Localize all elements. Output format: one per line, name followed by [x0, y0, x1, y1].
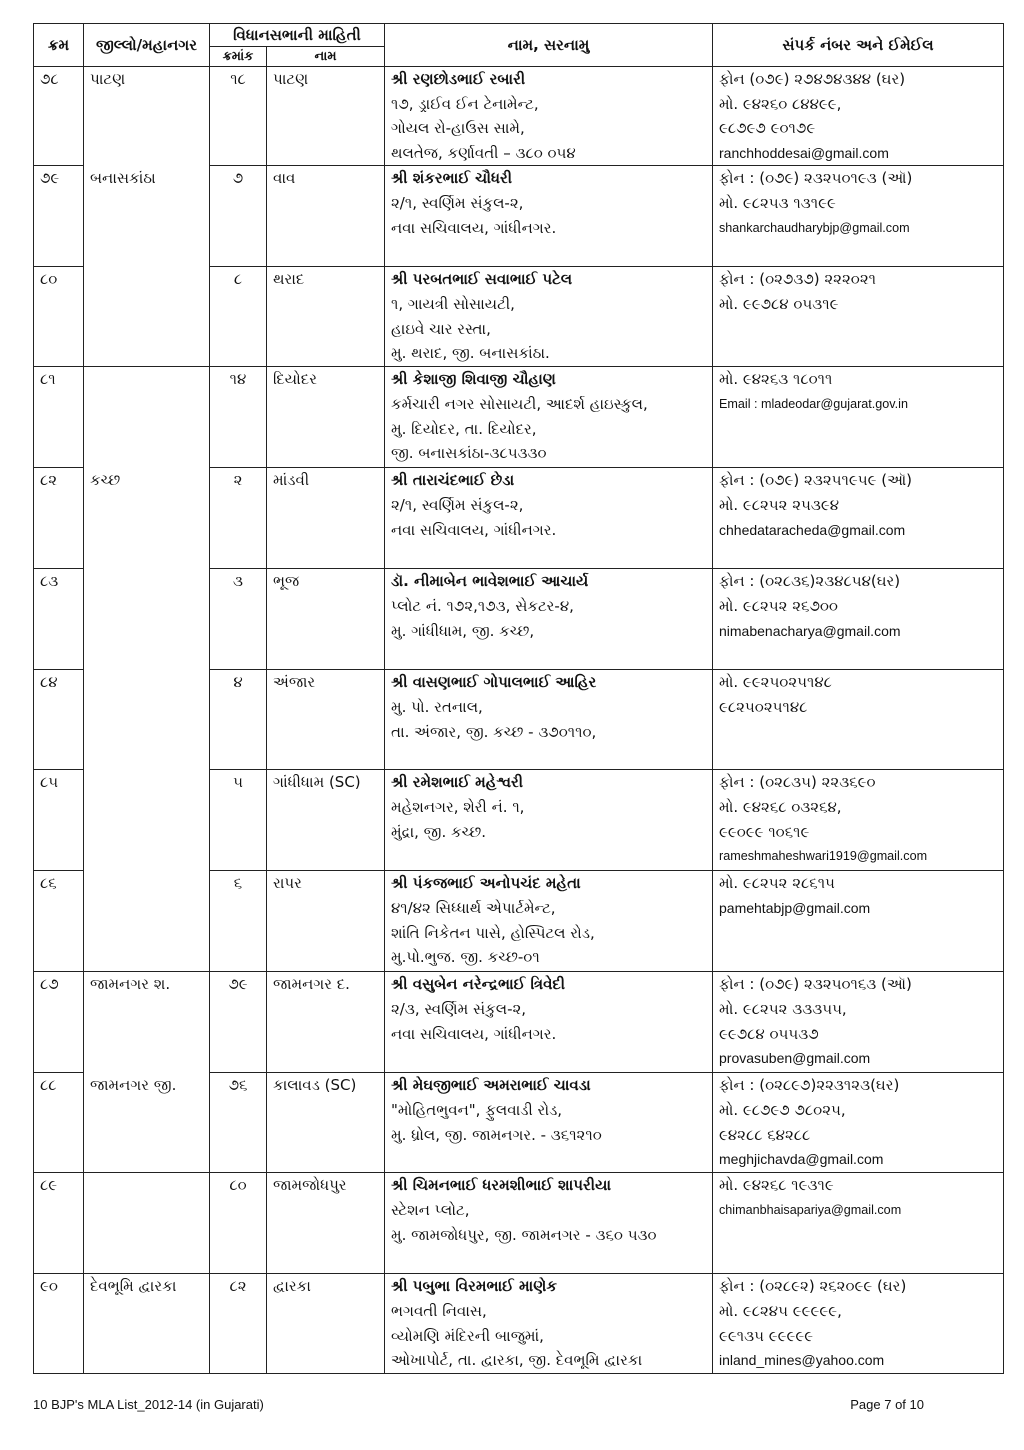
row-contact: [713, 972, 1004, 1073]
email-address: chimanbhaisapariya@gmail.com: [719, 1202, 902, 1217]
table-row: [34, 569, 1004, 670]
row-name-address: [385, 569, 713, 670]
header-contact: સંપર્ક નંબર અને ઈમેઈલ: [713, 24, 1004, 67]
mla-name: શ્રી તારાચંદભાઈ છેડા: [391, 471, 515, 490]
row-constituency-number: ૧૪: [210, 367, 267, 468]
email-address: rameshmaheshwari1919@gmail.com: [719, 849, 928, 864]
contact-line: મો. ૯૪૨૬૦ ૮૪૪૯૯,: [719, 94, 842, 113]
row-contact: [713, 166, 1004, 267]
row-name-address: [385, 1173, 713, 1274]
row-district: કચ્છ: [84, 468, 210, 569]
row-constituency-name: ગાંધીધામ (SC): [267, 770, 385, 871]
address-line: મુ. દિયોદર, તા. દિયોદર,: [391, 419, 537, 438]
row-district: પાટણ: [84, 67, 210, 166]
row-serial-number: ૮૭: [34, 972, 84, 1073]
row-name-address: [385, 871, 713, 972]
contact-line: મો. ૯૮૨૫૨ ૨૬૭૦૦: [719, 596, 838, 615]
contact-line: ૯૮૨૫૦૨૫૧૪૮: [719, 697, 808, 716]
row-district: [84, 1173, 210, 1274]
row-serial-number: ૮૫: [34, 770, 84, 871]
row-serial-number: ૭૯: [34, 166, 84, 267]
header-kram: ક્રમ: [34, 24, 84, 67]
contact-line: ફોન : (૦૨૭૩૭) ૨૨૨૦૨૧: [719, 270, 876, 289]
row-contact: [713, 569, 1004, 670]
mla-table: [33, 23, 1004, 1374]
row-constituency-number: ૫: [210, 770, 267, 871]
row-serial-number: ૮૩: [34, 569, 84, 670]
row-name-address: [385, 267, 713, 367]
mla-name: શ્રી રણછોડભાઈ રબારી: [391, 70, 526, 88]
row-constituency-name: દિયોદર: [267, 367, 385, 468]
row-name-address: [385, 468, 713, 569]
row-constituency-number: ૮૨: [210, 1274, 267, 1374]
row-name-address: [385, 972, 713, 1073]
row-constituency-name: માંડવી: [267, 468, 385, 569]
header-district: જીલ્લો/મહાનગર: [84, 24, 210, 67]
row-name-address: [385, 1073, 713, 1173]
address-line: મુ.પો.ભુજ. જી. કચ્છ-૦૧: [391, 948, 540, 967]
row-constituency-number: ૪: [210, 670, 267, 770]
address-line: મુ. થરાદ, જી. બનાસકાંઠા.: [391, 344, 550, 363]
mla-name: શ્રી પંકજભાઈ અનોપચંદ મહેતા: [391, 874, 581, 893]
address-line: હાઇવે ચાર રસ્તા,: [391, 319, 491, 338]
row-constituency-number: ૭૯: [210, 972, 267, 1073]
address-line: પ્લોટ નં. ૧૭૨,૧૭૩, સેકટર-૪,: [391, 596, 574, 615]
address-line: ઓખાપોર્ટ, તા. દ્વારકા, જી. દેવભૂમિ દ્વારકા: [391, 1351, 643, 1370]
row-constituency-name: વાવ: [267, 166, 385, 267]
contact-line: ફોન : (૦૭૯) ૨૩૨૫૧૯૫૯ (ઑ): [719, 471, 913, 490]
address-line: ભગવતી નિવાસ,: [391, 1301, 487, 1320]
row-constituency-number: ૮: [210, 267, 267, 367]
table-row: [34, 67, 1004, 166]
row-district: દેવભૂમિ દ્વારકા: [84, 1274, 210, 1374]
email-address: chhedataracheda@gmail.com: [719, 521, 906, 538]
row-constituency-name: ભૂજ: [267, 569, 385, 670]
row-constituency-number: ૨: [210, 468, 267, 569]
contact-line: ફોન : (૦૨૮૯૨) ૨૬૨૦૯૯ (ઘર): [719, 1277, 907, 1296]
row-contact: [713, 1073, 1004, 1173]
row-district: [84, 367, 210, 468]
address-line: ગોયલ રો-હાઉસ સામે,: [391, 119, 525, 138]
row-contact: [713, 1173, 1004, 1274]
address-line: "મોહિતભુવન", ફુલવાડી રોડ,: [391, 1100, 563, 1119]
contact-line: ૯૪૨૮૮ ૬૪૨૮૮: [719, 1125, 811, 1144]
address-line: ૪૧/૪૨ સિધ્ધાર્થ એપાર્ટમેન્ટ,: [391, 898, 556, 917]
row-district: [84, 770, 210, 871]
address-line: ૨/૧, સ્વર્ણિમ સંકુલ-૨,: [391, 495, 524, 514]
contact-line: મો. ૯૪૨૬૮ ૦૩૨૬૪,: [719, 797, 842, 816]
address-line: મહેશનગર, શેરી નં. ૧,: [391, 797, 525, 816]
mla-name: શ્રી રમેશભાઈ મહેશ્વરી: [391, 773, 524, 792]
address-line: નવા સચિવાલય, ગાંધીનગર.: [391, 218, 557, 237]
row-constituency-name: દ્વારકા: [267, 1274, 385, 1374]
mla-name: શ્રી કેશાજી શિવાજી ચૌહાણ: [391, 370, 556, 389]
contact-line: મો. ૯૯૭૮૪ ૦૫૩૧૯: [719, 294, 839, 313]
table-row: [34, 871, 1004, 972]
address-line: તા. અંજાર, જી. કચ્છ - ૩૭૦૧૧૦,: [391, 722, 597, 741]
row-constituency-number: ૩: [210, 569, 267, 670]
address-line: નવા સચિવાલય, ગાંધીનગર.: [391, 1024, 557, 1043]
address-line: નવા સચિવાલય, ગાંધીનગર.: [391, 520, 557, 539]
table-row: [34, 1274, 1004, 1374]
mla-name: શ્રી વાસણભાઈ ગોપાલભાઈ આહિર: [391, 673, 597, 692]
row-constituency-number: ૭૬: [210, 1073, 267, 1173]
address-line: મુ. પો. રતનાલ,: [391, 697, 483, 716]
row-district: [84, 569, 210, 670]
mla-name: શ્રી પબુભા વિરમભાઈ માણેક: [391, 1277, 557, 1296]
address-line: ૧, ગાયત્રી સોસાયટી,: [391, 294, 515, 313]
address-line: ૨/૧, સ્વર્ણિમ સંકુલ-૨,: [391, 193, 524, 212]
row-serial-number: ૯૦: [34, 1274, 84, 1374]
contact-line: ફોન : (૦૭૯) ૨૩૨૫૦૧૬૩ (ઑ): [719, 975, 912, 994]
email-address: pamehtabjp@gmail.com: [719, 899, 871, 916]
header-name-address: નામ, સરનામુ: [385, 24, 713, 67]
footer-document-title: 10 BJP's MLA List_2012-14 (in Gujarati): [33, 1397, 264, 1412]
table-body: [34, 67, 1004, 1374]
email-address: shankarchaudharybjp@gmail.com: [719, 220, 910, 235]
row-contact: [713, 367, 1004, 468]
row-constituency-name: અંજાર: [267, 670, 385, 770]
email-address: inland_mines@yahoo.com: [719, 1352, 885, 1369]
row-constituency-name: જામજોધપુર: [267, 1173, 385, 1274]
row-constituency-number: ૧૮: [210, 67, 267, 166]
row-name-address: [385, 1274, 713, 1374]
table-row: [34, 972, 1004, 1073]
row-contact: [713, 267, 1004, 367]
contact-line: ૯૯૧૩૫ ૯૯૯૯૯: [719, 1326, 814, 1345]
row-name-address: [385, 670, 713, 770]
address-line: મુ. જામજોધપુર, જી. જામનગર - ૩૬૦ ૫૩૦: [391, 1225, 657, 1244]
contact-line: ૯૮૭૯૭ ૯૦૧૭૯: [719, 119, 816, 138]
address-line: વ્યોમણિ મંદિરની બાજુમાં,: [391, 1326, 544, 1345]
row-serial-number: ૮૯: [34, 1173, 84, 1274]
mla-name: શ્રી વસુબેન નરેન્દ્રભાઈ ત્રિવેદી: [391, 975, 566, 994]
row-constituency-number: ૮૦: [210, 1173, 267, 1274]
row-serial-number: ૭૮: [34, 67, 84, 166]
row-constituency-number: ૬: [210, 871, 267, 972]
mla-name: ડૉ. નીમાબેન ભાવેશભાઈ આચાર્ય: [391, 572, 589, 591]
row-serial-number: ૮૬: [34, 871, 84, 972]
address-line: ૨/૩, સ્વર્ણિમ સંકુલ-૨,: [391, 999, 527, 1018]
address-line: મુ. ગાંધીધામ, જી. કચ્છ,: [391, 621, 535, 640]
contact-line: ૯૯૭૮૪ ૦૫૫૩૭: [719, 1024, 819, 1043]
contact-line: ફોન : (૦૨૮૯૭)૨૨૩૧૨૩(ઘર): [719, 1076, 900, 1095]
contact-line: મો. ૯૮૨૫૨ ૩૩૩૫૫,: [719, 999, 847, 1018]
address-line: થલતેજ, કર્ણાવતી – ૩૮૦ ૦૫૪: [391, 143, 576, 162]
address-line: શાંતિ નિકેતન પાસે, હોસ્પિટલ રોડ,: [391, 923, 595, 942]
row-district: બનાસકાંઠા: [84, 166, 210, 267]
header-constituency-name: નામ: [267, 47, 385, 67]
row-constituency-name: થરાદ: [267, 267, 385, 367]
row-district: જામનગર શ.: [84, 972, 210, 1073]
email-address: provasuben@gmail.com: [719, 1050, 871, 1067]
table-row: [34, 367, 1004, 468]
email-address: ranchhoddesai@gmail.com: [719, 144, 889, 161]
row-name-address: [385, 166, 713, 267]
mla-name: શ્રી શંકરભાઈ ચૌધરી: [391, 169, 513, 188]
row-contact: [713, 468, 1004, 569]
table-row: [34, 1173, 1004, 1274]
table-row: [34, 670, 1004, 770]
row-contact: [713, 1274, 1004, 1374]
footer-page-number: Page 7 of 10: [850, 1397, 924, 1412]
table-row: [34, 770, 1004, 871]
contact-line: મો. ૯૮૨૪૫ ૯૯૯૯૯,: [719, 1301, 842, 1320]
row-name-address: [385, 770, 713, 871]
email-address: nimabenacharya@gmail.com: [719, 622, 901, 639]
mla-name: શ્રી ચિમનભાઈ ધરમશીભાઈ શાપરીયા: [391, 1176, 612, 1195]
row-name-address: [385, 367, 713, 468]
address-line: ૧૭, ડ્રાઈવ ઈન ટેનામેન્ટ,: [391, 94, 539, 113]
email-address: Email : mladeodar@gujarat.gov.in: [719, 396, 908, 411]
row-constituency-name: પાટણ: [267, 67, 385, 166]
contact-line: ફોન (૦૭૯) ૨૭૪૭૪૩૪૪ (ઘર): [719, 70, 906, 88]
address-line: મુ. ધ્રોલ, જી. જામનગર. - ૩૬૧૨૧૦: [391, 1125, 602, 1144]
row-constituency-name: જામનગર દ.: [267, 972, 385, 1073]
contact-line: મો. ૯૪૨૬૩ ૧૮૦૧૧: [719, 370, 833, 389]
row-contact: [713, 770, 1004, 871]
row-constituency-name: રાપર: [267, 871, 385, 972]
row-contact: [713, 670, 1004, 770]
header-number: ક્રમાંક: [210, 47, 267, 67]
mla-name: શ્રી પરબતભાઈ સવાભાઈ પટેલ: [391, 270, 573, 289]
contact-line: મો. ૯૪૨૬૮ ૧૯૩૧૯: [719, 1176, 834, 1195]
table-row: [34, 166, 1004, 267]
email-address: meghjichavda@gmail.com: [719, 1151, 884, 1168]
table-row: [34, 1073, 1004, 1173]
row-constituency-number: ૭: [210, 166, 267, 267]
row-district: [84, 670, 210, 770]
address-line: સ્ટેશન પ્લોટ,: [391, 1200, 470, 1219]
address-line: જી. બનાસકાંઠા-૩૮૫૩૩૦: [391, 444, 547, 463]
contact-line: ૯૯૦૯૯ ૧૦૬૧૯: [719, 822, 810, 841]
address-line: મુંદ્રા, જી. કચ્છ.: [391, 822, 486, 841]
row-district: [84, 871, 210, 972]
contact-line: ફોન : (૦૭૯) ૨૩૨૫૦૧૯૩ (ઑ): [719, 169, 913, 188]
row-district: [84, 267, 210, 367]
row-contact: [713, 871, 1004, 972]
row-serial-number: ૮૪: [34, 670, 84, 770]
contact-line: ફોન : (૦૨૮૩૫) ૨૨૩૬૯૦: [719, 773, 876, 792]
row-serial-number: ૮૧: [34, 367, 84, 468]
row-serial-number: ૮૨: [34, 468, 84, 569]
mla-name: શ્રી મેઘજીભાઈ અમરાભાઈ ચાવડા: [391, 1076, 591, 1095]
row-contact: [713, 67, 1004, 166]
contact-line: ફોન : (૦૨૮૩૬)૨૩૪૮૫૪(ઘર): [719, 572, 901, 591]
row-constituency-name: કાલાવડ (SC): [267, 1073, 385, 1173]
row-serial-number: ૮૮: [34, 1073, 84, 1173]
row-name-address: [385, 67, 713, 166]
contact-line: મો. ૯૯૨૫૦૨૫૧૪૮: [719, 673, 832, 692]
address-line: કર્મચારી નગર સોસાયટી, આદર્શ હાઇસ્કુલ,: [391, 394, 648, 413]
table-row: [34, 468, 1004, 569]
table-row: [34, 267, 1004, 367]
contact-line: મો. ૯૮૭૯૭ ૭૮૦૨૫,: [719, 1100, 846, 1119]
contact-line: મો. ૯૮૨૫૨ ૨૮૬૧૫: [719, 874, 835, 893]
contact-line: મો. ૯૮૨૫૩ ૧૩૧૯૯: [719, 193, 836, 212]
header-constituency-info: વિધાનસભાની માહિતી: [210, 24, 385, 47]
row-district: જામનગર જી.: [84, 1073, 210, 1173]
contact-line: મો. ૯૮૨૫૨ ૨૫૩૯૪: [719, 495, 840, 514]
row-serial-number: ૮૦: [34, 267, 84, 367]
